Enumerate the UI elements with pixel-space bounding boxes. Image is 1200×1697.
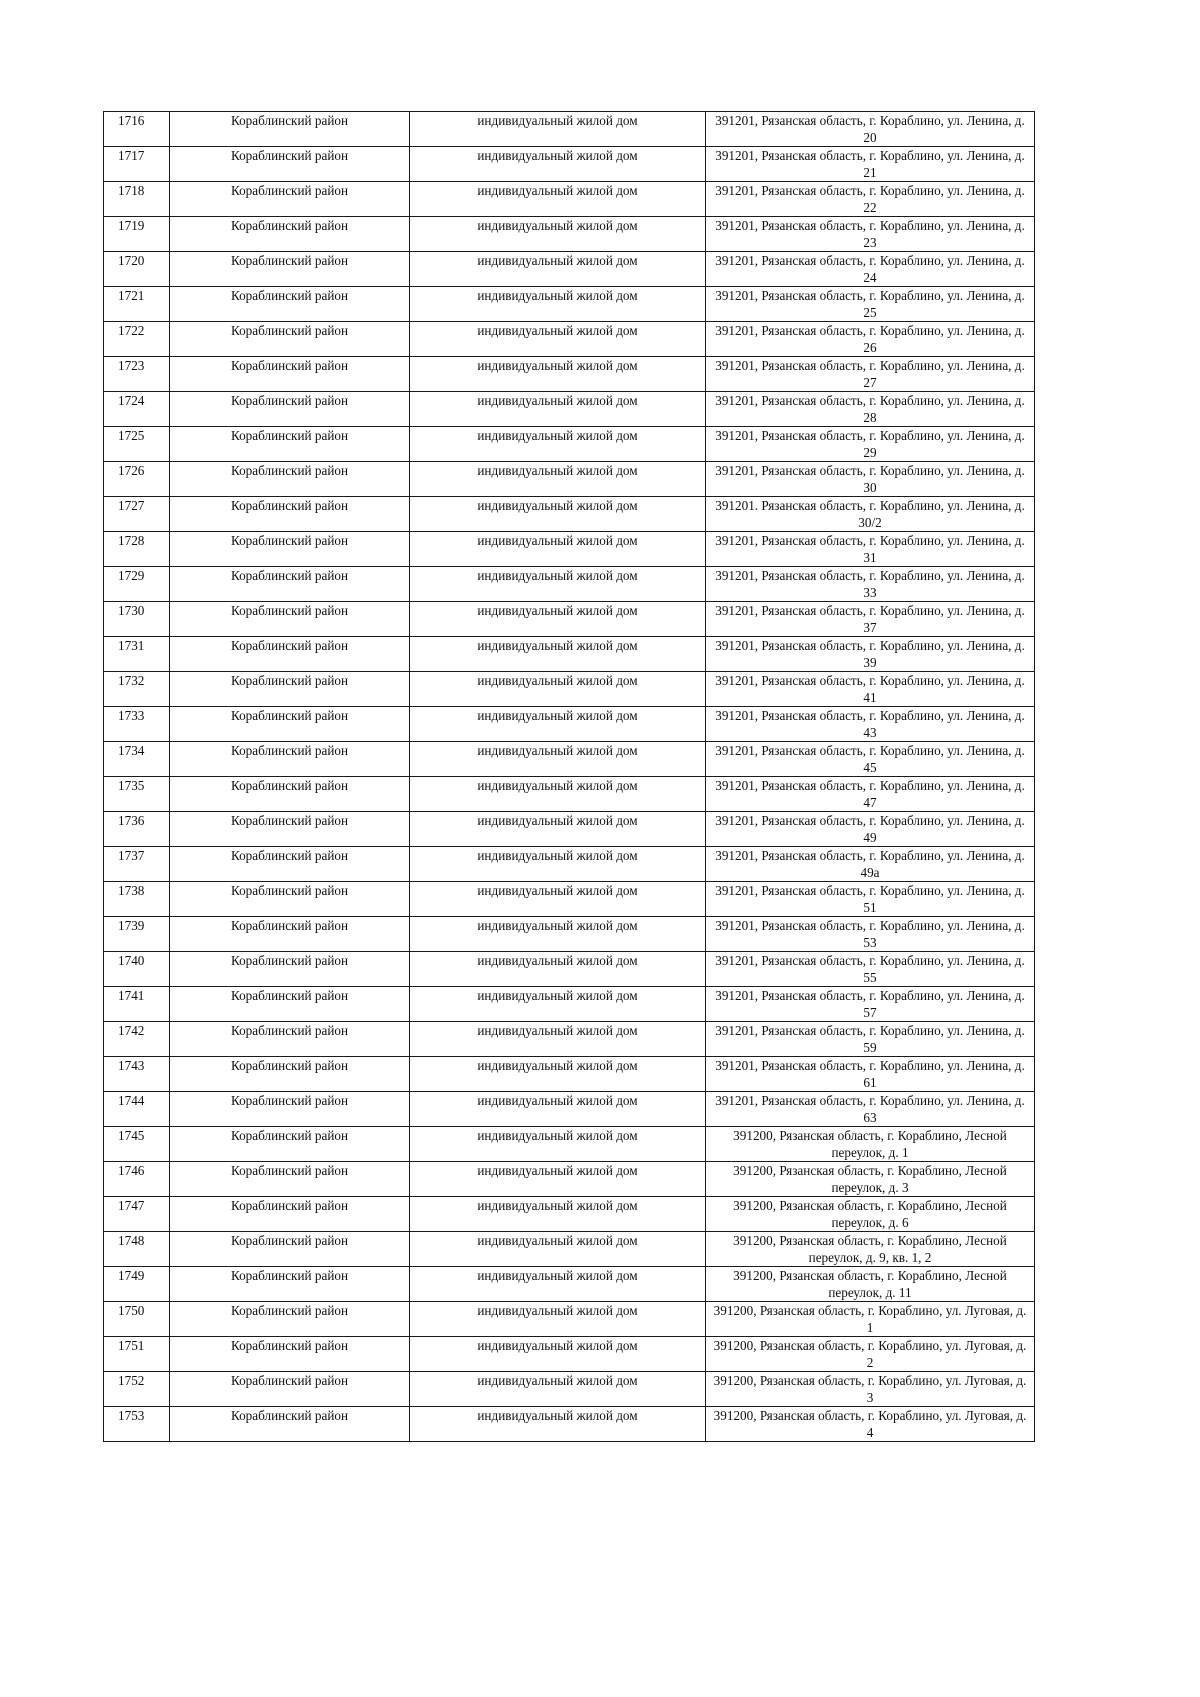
address-cell: 391201, Рязанская область, г. Кораблино, ул. Ленина, д. 53 [706, 917, 1035, 952]
row-number: 1739 [104, 917, 170, 952]
address-cell: 391201, Рязанская область, г. Кораблино, ул. Ленина, д. 27 [706, 357, 1035, 392]
row-number: 1728 [104, 532, 170, 567]
object-type-cell: индивидуальный жилой дом [410, 637, 706, 672]
district-cell: Кораблинский район [170, 882, 410, 917]
table-row [104, 882, 1035, 917]
row-number: 1730 [104, 602, 170, 637]
address-cell: 391201, Рязанская область, г. Кораблино, ул. Ленина, д. 20 [706, 112, 1035, 147]
district-cell: Кораблинский район [170, 672, 410, 707]
object-type-cell: индивидуальный жилой дом [410, 1232, 706, 1267]
object-type-cell: индивидуальный жилой дом [410, 672, 706, 707]
object-type-cell: индивидуальный жилой дом [410, 462, 706, 497]
table-row [104, 217, 1035, 252]
district-cell: Кораблинский район [170, 1232, 410, 1267]
district-cell: Кораблинский район [170, 182, 410, 217]
table-row [104, 1372, 1035, 1407]
table-row [104, 1337, 1035, 1372]
object-type-cell: индивидуальный жилой дом [410, 1407, 706, 1442]
district-cell: Кораблинский район [170, 462, 410, 497]
district-cell: Кораблинский район [170, 392, 410, 427]
object-type-cell: индивидуальный жилой дом [410, 1127, 706, 1162]
district-cell: Кораблинский район [170, 812, 410, 847]
table-row [104, 112, 1035, 147]
table-row [104, 812, 1035, 847]
district-cell: Кораблинский район [170, 1197, 410, 1232]
object-type-cell: индивидуальный жилой дом [410, 1302, 706, 1337]
object-type-cell: индивидуальный жилой дом [410, 322, 706, 357]
object-type-cell: индивидуальный жилой дом [410, 427, 706, 462]
row-number: 1722 [104, 322, 170, 357]
object-type-cell: индивидуальный жилой дом [410, 287, 706, 322]
table-row [104, 1302, 1035, 1337]
address-cell: 391200, Рязанская область, г. Кораблино, Лесной переулок, д. 6 [706, 1197, 1035, 1232]
object-type-cell: индивидуальный жилой дом [410, 707, 706, 742]
district-cell: Кораблинский район [170, 1162, 410, 1197]
row-number: 1737 [104, 847, 170, 882]
address-cell: 391201, Рязанская область, г. Кораблино, ул. Ленина, д. 39 [706, 637, 1035, 672]
object-type-cell: индивидуальный жилой дом [410, 217, 706, 252]
table-row [104, 1232, 1035, 1267]
address-cell: 391200, Рязанская область, г. Кораблино, ул. Луговая, д. 2 [706, 1337, 1035, 1372]
address-cell: 391200, Рязанская область, г. Кораблино, ул. Луговая, д. 4 [706, 1407, 1035, 1442]
object-type-cell: индивидуальный жилой дом [410, 1197, 706, 1232]
row-number: 1743 [104, 1057, 170, 1092]
table-row [104, 427, 1035, 462]
object-type-cell: индивидуальный жилой дом [410, 392, 706, 427]
row-number: 1718 [104, 182, 170, 217]
district-cell: Кораблинский район [170, 1302, 410, 1337]
table-row [104, 462, 1035, 497]
registry-table-body [104, 112, 1035, 1442]
row-number: 1748 [104, 1232, 170, 1267]
address-cell: 391201, Рязанская область, г. Кораблино, ул. Ленина, д. 25 [706, 287, 1035, 322]
district-cell: Кораблинский район [170, 847, 410, 882]
district-cell: Кораблинский район [170, 1407, 410, 1442]
district-cell: Кораблинский район [170, 147, 410, 182]
object-type-cell: индивидуальный жилой дом [410, 987, 706, 1022]
object-type-cell: индивидуальный жилой дом [410, 1337, 706, 1372]
address-cell: 391200, Рязанская область, г. Кораблино, ул. Луговая, д. 3 [706, 1372, 1035, 1407]
object-type-cell: индивидуальный жилой дом [410, 357, 706, 392]
row-number: 1749 [104, 1267, 170, 1302]
table-row [104, 1022, 1035, 1057]
row-number: 1726 [104, 462, 170, 497]
address-cell: 391201, Рязанская область, г. Кораблино, ул. Ленина, д. 26 [706, 322, 1035, 357]
district-cell: Кораблинский район [170, 1092, 410, 1127]
table-row [104, 637, 1035, 672]
address-cell: 391201, Рязанская область, г. Кораблино, ул. Ленина, д. 22 [706, 182, 1035, 217]
district-cell: Кораблинский район [170, 1127, 410, 1162]
table-row [104, 847, 1035, 882]
address-cell: 391200, Рязанская область, г. Кораблино, Лесной переулок, д. 9, кв. 1, 2 [706, 1232, 1035, 1267]
district-cell: Кораблинский район [170, 707, 410, 742]
row-number: 1741 [104, 987, 170, 1022]
address-cell: 391201, Рязанская область, г. Кораблино, ул. Ленина, д. 49а [706, 847, 1035, 882]
address-cell: 391201, Рязанская область, г. Кораблино, ул. Ленина, д. 33 [706, 567, 1035, 602]
row-number: 1740 [104, 952, 170, 987]
district-cell: Кораблинский район [170, 322, 410, 357]
table-row [104, 707, 1035, 742]
district-cell: Кораблинский район [170, 532, 410, 567]
row-number: 1734 [104, 742, 170, 777]
table-row [104, 182, 1035, 217]
address-cell: 391200, Рязанская область, г. Кораблино, Лесной переулок, д. 3 [706, 1162, 1035, 1197]
district-cell: Кораблинский район [170, 112, 410, 147]
object-type-cell: индивидуальный жилой дом [410, 147, 706, 182]
district-cell: Кораблинский район [170, 567, 410, 602]
address-cell: 391201, Рязанская область, г. Кораблино, ул. Ленина, д. 55 [706, 952, 1035, 987]
table-row [104, 322, 1035, 357]
table-row [104, 952, 1035, 987]
object-type-cell: индивидуальный жилой дом [410, 1092, 706, 1127]
row-number: 1750 [104, 1302, 170, 1337]
row-number: 1725 [104, 427, 170, 462]
address-cell: 391201, Рязанская область, г. Кораблино, ул. Ленина, д. 63 [706, 1092, 1035, 1127]
object-type-cell: индивидуальный жилой дом [410, 1162, 706, 1197]
object-type-cell: индивидуальный жилой дом [410, 497, 706, 532]
table-row [104, 1092, 1035, 1127]
address-cell: 391201, Рязанская область, г. Кораблино, ул. Ленина, д. 43 [706, 707, 1035, 742]
address-cell: 391201, Рязанская область, г. Кораблино, ул. Ленина, д. 23 [706, 217, 1035, 252]
district-cell: Кораблинский район [170, 917, 410, 952]
district-cell: Кораблинский район [170, 1267, 410, 1302]
row-number: 1721 [104, 287, 170, 322]
address-cell: 391201, Рязанская область, г. Кораблино, ул. Ленина, д. 59 [706, 1022, 1035, 1057]
district-cell: Кораблинский район [170, 1057, 410, 1092]
row-number: 1717 [104, 147, 170, 182]
row-number: 1720 [104, 252, 170, 287]
table-row [104, 392, 1035, 427]
object-type-cell: индивидуальный жилой дом [410, 1267, 706, 1302]
address-cell: 391201, Рязанская область, г. Кораблино, ул. Ленина, д. 37 [706, 602, 1035, 637]
row-number: 1719 [104, 217, 170, 252]
object-type-cell: индивидуальный жилой дом [410, 532, 706, 567]
row-number: 1742 [104, 1022, 170, 1057]
table-row [104, 147, 1035, 182]
district-cell: Кораблинский район [170, 217, 410, 252]
address-cell: 391201, Рязанская область, г. Кораблино, ул. Ленина, д. 61 [706, 1057, 1035, 1092]
object-type-cell: индивидуальный жилой дом [410, 1057, 706, 1092]
row-number: 1745 [104, 1127, 170, 1162]
address-cell: 391201, Рязанская область, г. Кораблино, ул. Ленина, д. 51 [706, 882, 1035, 917]
district-cell: Кораблинский район [170, 602, 410, 637]
row-number: 1747 [104, 1197, 170, 1232]
address-cell: 391200, Рязанская область, г. Кораблино, Лесной переулок, д. 11 [706, 1267, 1035, 1302]
table-row [104, 602, 1035, 637]
address-cell: 391201, Рязанская область, г. Кораблино, ул. Ленина, д. 47 [706, 777, 1035, 812]
row-number: 1746 [104, 1162, 170, 1197]
address-cell: 391201, Рязанская область, г. Кораблино, ул. Ленина, д. 28 [706, 392, 1035, 427]
table-row [104, 1267, 1035, 1302]
row-number: 1733 [104, 707, 170, 742]
table-row [104, 497, 1035, 532]
district-cell: Кораблинский район [170, 952, 410, 987]
table-row [104, 567, 1035, 602]
table-row [104, 987, 1035, 1022]
object-type-cell: индивидуальный жилой дом [410, 112, 706, 147]
row-number: 1752 [104, 1372, 170, 1407]
object-type-cell: индивидуальный жилой дом [410, 777, 706, 812]
object-type-cell: индивидуальный жилой дом [410, 952, 706, 987]
district-cell: Кораблинский район [170, 252, 410, 287]
row-number: 1753 [104, 1407, 170, 1442]
row-number: 1724 [104, 392, 170, 427]
object-type-cell: индивидуальный жилой дом [410, 742, 706, 777]
table-row [104, 1407, 1035, 1442]
object-type-cell: индивидуальный жилой дом [410, 567, 706, 602]
table-row [104, 1127, 1035, 1162]
district-cell: Кораблинский район [170, 427, 410, 462]
object-type-cell: индивидуальный жилой дом [410, 182, 706, 217]
district-cell: Кораблинский район [170, 742, 410, 777]
address-cell: 391201, Рязанская область, г. Кораблино, ул. Ленина, д. 49 [706, 812, 1035, 847]
district-cell: Кораблинский район [170, 987, 410, 1022]
address-cell: 391201, Рязанская область, г. Кораблино, ул. Ленина, д. 31 [706, 532, 1035, 567]
address-cell: 391201, Рязанская область, г. Кораблино, ул. Ленина, д. 30 [706, 462, 1035, 497]
address-cell: 391200, Рязанская область, г. Кораблино, Лесной переулок, д. 1 [706, 1127, 1035, 1162]
row-number: 1731 [104, 637, 170, 672]
registry-table [103, 111, 1035, 1442]
row-number: 1723 [104, 357, 170, 392]
row-number: 1744 [104, 1092, 170, 1127]
address-cell: 391201. Рязанская область, г. Кораблино, ул. Ленина, д. 30/2 [706, 497, 1035, 532]
table-row [104, 287, 1035, 322]
address-cell: 391201, Рязанская область, г. Кораблино, ул. Ленина, д. 29 [706, 427, 1035, 462]
row-number: 1738 [104, 882, 170, 917]
district-cell: Кораблинский район [170, 287, 410, 322]
object-type-cell: индивидуальный жилой дом [410, 812, 706, 847]
district-cell: Кораблинский район [170, 637, 410, 672]
row-number: 1729 [104, 567, 170, 602]
address-cell: 391201, Рязанская область, г. Кораблино, ул. Ленина, д. 21 [706, 147, 1035, 182]
district-cell: Кораблинский район [170, 357, 410, 392]
address-cell: 391201, Рязанская область, г. Кораблино, ул. Ленина, д. 57 [706, 987, 1035, 1022]
district-cell: Кораблинский район [170, 1372, 410, 1407]
district-cell: Кораблинский район [170, 777, 410, 812]
table-row [104, 1197, 1035, 1232]
table-row [104, 917, 1035, 952]
district-cell: Кораблинский район [170, 1022, 410, 1057]
object-type-cell: индивидуальный жилой дом [410, 602, 706, 637]
row-number: 1727 [104, 497, 170, 532]
address-cell: 391201, Рязанская область, г. Кораблино, ул. Ленина, д. 41 [706, 672, 1035, 707]
address-cell: 391201, Рязанская область, г. Кораблино, ул. Ленина, д. 24 [706, 252, 1035, 287]
object-type-cell: индивидуальный жилой дом [410, 917, 706, 952]
address-cell: 391201, Рязанская область, г. Кораблино, ул. Ленина, д. 45 [706, 742, 1035, 777]
table-row [104, 532, 1035, 567]
row-number: 1751 [104, 1337, 170, 1372]
row-number: 1732 [104, 672, 170, 707]
address-cell: 391200, Рязанская область, г. Кораблино, ул. Луговая, д. 1 [706, 1302, 1035, 1337]
table-row [104, 742, 1035, 777]
object-type-cell: индивидуальный жилой дом [410, 252, 706, 287]
object-type-cell: индивидуальный жилой дом [410, 882, 706, 917]
object-type-cell: индивидуальный жилой дом [410, 1022, 706, 1057]
object-type-cell: индивидуальный жилой дом [410, 1372, 706, 1407]
district-cell: Кораблинский район [170, 1337, 410, 1372]
row-number: 1736 [104, 812, 170, 847]
table-row [104, 1162, 1035, 1197]
table-row [104, 357, 1035, 392]
row-number: 1735 [104, 777, 170, 812]
table-row [104, 672, 1035, 707]
row-number: 1716 [104, 112, 170, 147]
table-row [104, 252, 1035, 287]
table-row [104, 777, 1035, 812]
table-row [104, 1057, 1035, 1092]
object-type-cell: индивидуальный жилой дом [410, 847, 706, 882]
district-cell: Кораблинский район [170, 497, 410, 532]
